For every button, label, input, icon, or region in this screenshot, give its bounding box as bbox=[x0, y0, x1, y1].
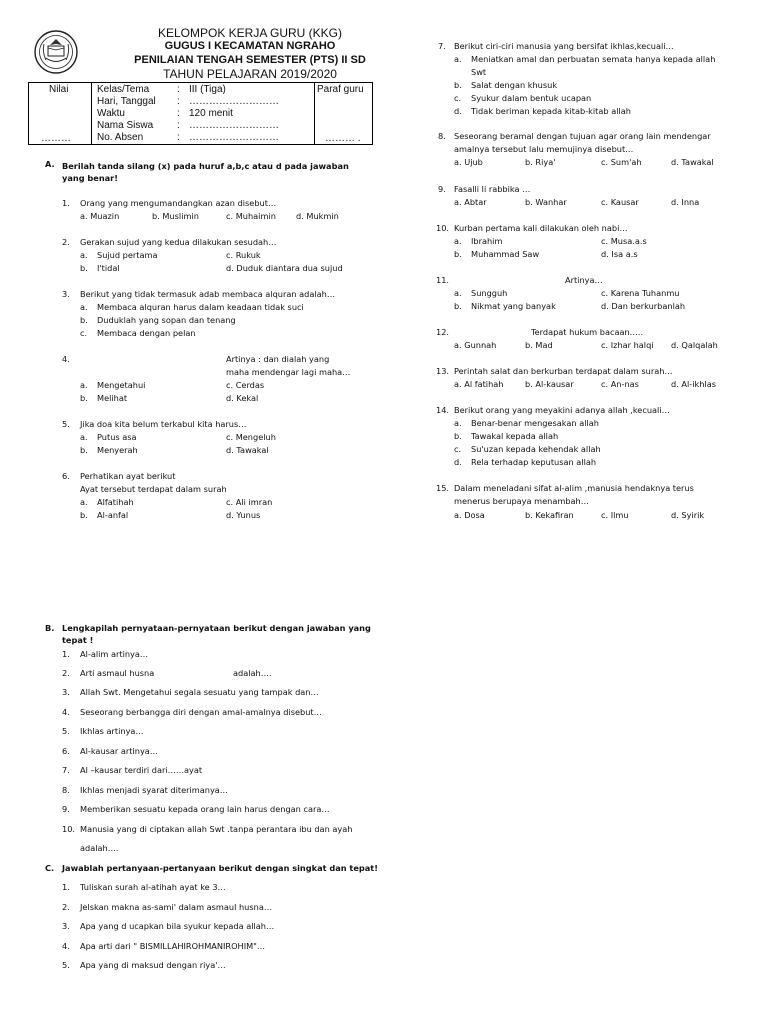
option-b-letter: b. bbox=[80, 263, 88, 273]
option-c: c. Ali imran bbox=[226, 497, 273, 507]
option-b: I'tidal bbox=[97, 263, 120, 273]
option-a-letter: a. bbox=[454, 236, 462, 246]
fill-number: 8. bbox=[62, 785, 70, 795]
row-colon: : bbox=[177, 108, 180, 119]
essay-number: 1. bbox=[62, 882, 70, 892]
option-c-letter: c. bbox=[80, 328, 88, 338]
option-a: Alfatihah bbox=[97, 497, 134, 507]
essay-question: Tuliskan surah al-atihah ayat ke 3… bbox=[80, 882, 226, 892]
option-b-letter: b. bbox=[454, 301, 462, 311]
option-d-letter: d. bbox=[454, 457, 462, 467]
essay-number: 2. bbox=[62, 902, 70, 912]
row-label: No. Absen bbox=[97, 132, 144, 143]
section-a-title: Berilah tanda silang (x) pada huruf a,b,c atau d pada jawaban yang benar! bbox=[62, 161, 349, 183]
option-d: d. Isa a.s bbox=[601, 249, 638, 259]
row-value: III (Tiga) bbox=[189, 84, 226, 95]
essay-question: Jelskan makna as-sami' dalam asmaul husna… bbox=[80, 902, 273, 912]
question-number: 4. bbox=[62, 354, 70, 364]
question-number: 11. bbox=[436, 275, 450, 285]
option-a: Mengetahui bbox=[97, 380, 146, 390]
question-number: 14. bbox=[436, 405, 450, 415]
option-d-letter: d. bbox=[454, 106, 462, 116]
section-b-letter: B. bbox=[45, 623, 55, 633]
question-text: Jika doa kita belum terkabul kita harus… bbox=[80, 419, 247, 429]
row-value: ……………………… bbox=[189, 132, 279, 143]
option-b: Duduklah yang sopan dan tenang bbox=[97, 315, 236, 325]
option-c: c. Rukuk bbox=[226, 250, 261, 260]
question-text: Artinya : dan dialah yang bbox=[226, 354, 330, 364]
option-d: d. Mukmin bbox=[296, 211, 339, 221]
option-a-letter: a. bbox=[454, 288, 462, 298]
nilai-label: Nilai bbox=[49, 84, 69, 95]
nilai-value: ……… bbox=[41, 133, 71, 144]
fill-statement: Al –kausar terdiri dari……ayat bbox=[80, 765, 203, 775]
question-text: Perintah salat dan berkurban terdapat dalam surah… bbox=[454, 366, 673, 376]
essay-question: Apa arti dari " BISMILLAHIROHMANIROHIM"… bbox=[80, 941, 266, 951]
option-d: d. Al-ikhlas bbox=[671, 379, 716, 389]
question-text: Ayat tersebut terdapat dalam surah bbox=[80, 484, 227, 494]
option-d: Tidak beriman kepada kitab-kitab allah bbox=[471, 106, 631, 116]
fill-statement-end: adalah…. bbox=[80, 843, 119, 853]
row-label: Hari, Tanggal bbox=[97, 96, 156, 107]
question-text: Kurban pertama kali dilakukan oleh nabi… bbox=[454, 223, 628, 233]
fill-statement-end: adalah…. bbox=[233, 668, 272, 678]
question-number: 6. bbox=[62, 471, 70, 481]
option-a: Membaca alquran harus dalam keadaan tidak suci bbox=[97, 302, 304, 312]
option-c: c. Musa.a.s bbox=[601, 236, 647, 246]
question-text: amalnya tersebut lalu memujinya disebut… bbox=[454, 144, 634, 154]
option-b: Menyerah bbox=[97, 445, 138, 455]
section-a-letter: A. bbox=[45, 159, 55, 169]
option-a: Ibrahim bbox=[471, 236, 503, 246]
fill-number: 1. bbox=[62, 649, 70, 659]
essay-number: 3. bbox=[62, 921, 70, 931]
option-b-letter: b. bbox=[454, 431, 462, 441]
option-b: Nikmat yang banyak bbox=[471, 301, 556, 311]
option-b: b. Kekafiran bbox=[525, 510, 574, 520]
question-text: Orang yang mengumandangkan azan disebut… bbox=[80, 198, 277, 208]
fill-statement: Ikhlas artinya… bbox=[80, 726, 144, 736]
essay-number: 5. bbox=[62, 960, 70, 970]
option-c: c. Izhar halqi bbox=[601, 340, 654, 350]
option-b-letter: b. bbox=[80, 315, 88, 325]
header-gugus: GUGUS I KECAMATAN NGRAHO bbox=[164, 40, 336, 52]
question-text: Berikut orang yang meyakini adanya allah ,kecuali… bbox=[454, 405, 670, 415]
option-a-letter: a. bbox=[454, 418, 462, 428]
question-number: 15. bbox=[436, 483, 450, 493]
option-d: d. Syirik bbox=[671, 510, 705, 520]
row-colon: : bbox=[177, 84, 180, 95]
option-b-letter: b. bbox=[80, 510, 88, 520]
question-text: Terdapat hukum bacaan….. bbox=[531, 327, 644, 337]
fill-statement: Memberikan sesuatu kepada orang lain harus dengan cara… bbox=[80, 804, 330, 814]
option-a: a. Gunnah bbox=[454, 340, 497, 350]
fill-statement: Allah Swt. Mengetahui segala sesuatu yang tampak dan… bbox=[80, 687, 319, 697]
option-d: d. Dan berkurbanlah bbox=[601, 301, 686, 311]
question-text: Dalam meneladani sifat al-alim ,manusia hendaknya terus bbox=[454, 483, 694, 493]
row-colon: : bbox=[177, 132, 180, 143]
question-text: Berikut yang tidak termasuk adab membaca alquran adalah… bbox=[80, 289, 336, 299]
fill-statement: Manusia yang di ciptakan allah Swt .tanpa perantara ibu dan ayah bbox=[80, 824, 353, 834]
fill-statement: Arti asmaul husna bbox=[80, 668, 155, 678]
row-label: Kelas/Tema bbox=[97, 84, 150, 95]
option-b-letter: b. bbox=[80, 445, 88, 455]
question-number: 1. bbox=[62, 198, 70, 208]
option-a-letter: a. bbox=[80, 380, 88, 390]
option-a-letter: a. bbox=[80, 497, 88, 507]
option-a: a. Dosa bbox=[454, 510, 485, 520]
question-number: 10. bbox=[436, 223, 450, 233]
option-a-letter: a. bbox=[80, 432, 88, 442]
option-b: Melihat bbox=[97, 393, 128, 403]
question-number: 8. bbox=[438, 131, 446, 141]
question-text: menerus berupaya menambah… bbox=[454, 496, 589, 506]
fill-number: 5. bbox=[62, 726, 70, 736]
option-b: Muhammad Saw bbox=[471, 249, 540, 259]
option-c-letter: c. bbox=[454, 444, 462, 454]
option-c: Syukur dalam bentuk ucapan bbox=[471, 93, 592, 103]
option-d: d. Tawakal bbox=[226, 445, 269, 455]
option-c: c. Ilmu bbox=[601, 510, 629, 520]
option-c: c. Karena Tuhanmu bbox=[601, 288, 680, 298]
option-a: Sungguh bbox=[471, 288, 508, 298]
question-number: 5. bbox=[62, 419, 70, 429]
option-d: d. Tawakal bbox=[671, 157, 714, 167]
essay-question: Apa yang d ucapkan bila syukur kepada allah… bbox=[80, 921, 275, 931]
option-d: Rela terhadap keputusan allah bbox=[471, 457, 597, 467]
question-text: Fasalli li rabbika … bbox=[454, 184, 531, 194]
option-b: b. Al-kausar bbox=[525, 379, 574, 389]
option-c-letter: c. bbox=[454, 93, 462, 103]
option-a: Benar-benar mengesakan allah bbox=[471, 418, 599, 428]
header-kkg: KELOMPOK KERJA GURU (KKG) bbox=[157, 26, 343, 40]
option-c: c. Sum'ah bbox=[601, 157, 642, 167]
option-c: Su'uzan kepada kehendak allah bbox=[471, 444, 601, 454]
row-value: ……………………… bbox=[189, 96, 279, 107]
row-colon: : bbox=[177, 120, 180, 131]
row-label: Waktu bbox=[97, 108, 125, 119]
option-c: Membaca dengan pelan bbox=[97, 328, 196, 338]
option-c: c. An-nas bbox=[601, 379, 639, 389]
fill-statement: Seseorang berbangga diri dengan amal-amalnya disebut… bbox=[80, 707, 322, 717]
school-logo bbox=[34, 30, 78, 74]
question-text: maha mendengar lagi maha… bbox=[226, 367, 351, 377]
option-b: Al-anfal bbox=[97, 510, 129, 520]
option-b: b. Wanhar bbox=[525, 197, 567, 207]
student-info-table bbox=[28, 82, 373, 145]
fill-statement: Al-alim artinya… bbox=[80, 649, 149, 659]
fill-statement: Al-kausar artinya… bbox=[80, 746, 158, 756]
option-a: Meniatkan amal dan perbuatan semata hanya kepada allah bbox=[471, 54, 716, 64]
option-d: d. Yunus bbox=[226, 510, 261, 520]
option-b: Salat dengan khusuk bbox=[471, 80, 558, 90]
essay-number: 4. bbox=[62, 941, 70, 951]
option-b-letter: b. bbox=[454, 249, 462, 259]
option-c: c. Kausar bbox=[601, 197, 639, 207]
fill-number: 2. bbox=[62, 668, 70, 678]
fill-statement: Ikhlas menjadi syarat diterimanya… bbox=[80, 785, 228, 795]
paraf-value: ……… . bbox=[325, 133, 361, 144]
essay-question: Apa yang di maksud dengan riya'… bbox=[80, 960, 226, 970]
option-a-letter: a. bbox=[454, 54, 462, 64]
option-b-letter: b. bbox=[80, 393, 88, 403]
section-b-title-cont: tepat ! bbox=[62, 635, 94, 645]
row-value: ……………………… bbox=[189, 120, 279, 131]
question-number: 2. bbox=[62, 237, 70, 247]
option-c: c. Mengeluh bbox=[226, 432, 276, 442]
fill-number: 3. bbox=[62, 687, 70, 697]
fill-number: 4. bbox=[62, 707, 70, 717]
row-label: Nama Siswa bbox=[97, 120, 154, 131]
question-number: 7. bbox=[438, 41, 446, 51]
option-a: a. Ujub bbox=[454, 157, 483, 167]
option-b: b. Muslimin bbox=[152, 211, 199, 221]
header-pts: PENILAIAN TENGAH SEMESTER (PTS) II SD bbox=[134, 54, 366, 66]
option-a: a. Muazin bbox=[80, 211, 120, 221]
option-b: b. Mad bbox=[525, 340, 553, 350]
fill-number: 7. bbox=[62, 765, 70, 775]
option-b: Tawakal kepada allah bbox=[471, 431, 559, 441]
question-number: 3. bbox=[62, 289, 70, 299]
option-a-letter: a. bbox=[80, 302, 88, 312]
section-b-title: Lengkapilah pernyataan-pernyataan berikut dengan jawaban yang bbox=[62, 623, 371, 633]
header-tahun: TAHUN PELAJARAN 2019/2020 bbox=[163, 67, 337, 81]
section-c-letter: C. bbox=[45, 863, 55, 873]
option-a: a. Abtar bbox=[454, 197, 487, 207]
section-c-title: Jawablah pertanyaan-pertanyaan berikut dengan singkat dan tepat! bbox=[62, 863, 378, 873]
question-number: 9. bbox=[438, 184, 446, 194]
option-b: b. Riya' bbox=[525, 157, 556, 167]
option-a: a. Al fatihah bbox=[454, 379, 504, 389]
question-text: Gerakan sujud yang kedua dilakukan sesudah… bbox=[80, 237, 277, 247]
option-d: d. Inna bbox=[671, 197, 700, 207]
question-text: Seseorang beramal dengan tujuan agar orang lain mendengar bbox=[454, 131, 711, 141]
option-d: d. Qalqalah bbox=[671, 340, 718, 350]
option-c: c. Cerdas bbox=[226, 380, 265, 390]
fill-number: 9. bbox=[62, 804, 70, 814]
option-a: Putus asa bbox=[97, 432, 137, 442]
question-text: Perhatikan ayat berikut bbox=[80, 471, 176, 481]
row-colon: : bbox=[177, 96, 180, 107]
option-a: Sujud pertama bbox=[97, 250, 158, 260]
question-text: Artinya… bbox=[565, 275, 603, 285]
question-number: 13. bbox=[436, 366, 450, 376]
question-text: Berikut ciri-ciri manusia yang bersifat ikhlas,kecuali… bbox=[454, 41, 674, 51]
option-a-cont: Swt bbox=[471, 67, 487, 77]
fill-number: 10. bbox=[62, 824, 76, 834]
option-b-letter: b. bbox=[454, 80, 462, 90]
option-d: d. Kekal bbox=[226, 393, 259, 403]
option-d: d. Duduk diantara dua sujud bbox=[226, 263, 343, 273]
paraf-label: Paraf guru bbox=[317, 84, 364, 95]
option-a-letter: a. bbox=[80, 250, 88, 260]
row-value: 120 menit bbox=[189, 108, 233, 119]
option-c: c. Muhaimin bbox=[226, 211, 276, 221]
fill-number: 6. bbox=[62, 746, 70, 756]
question-number: 12. bbox=[436, 327, 450, 337]
